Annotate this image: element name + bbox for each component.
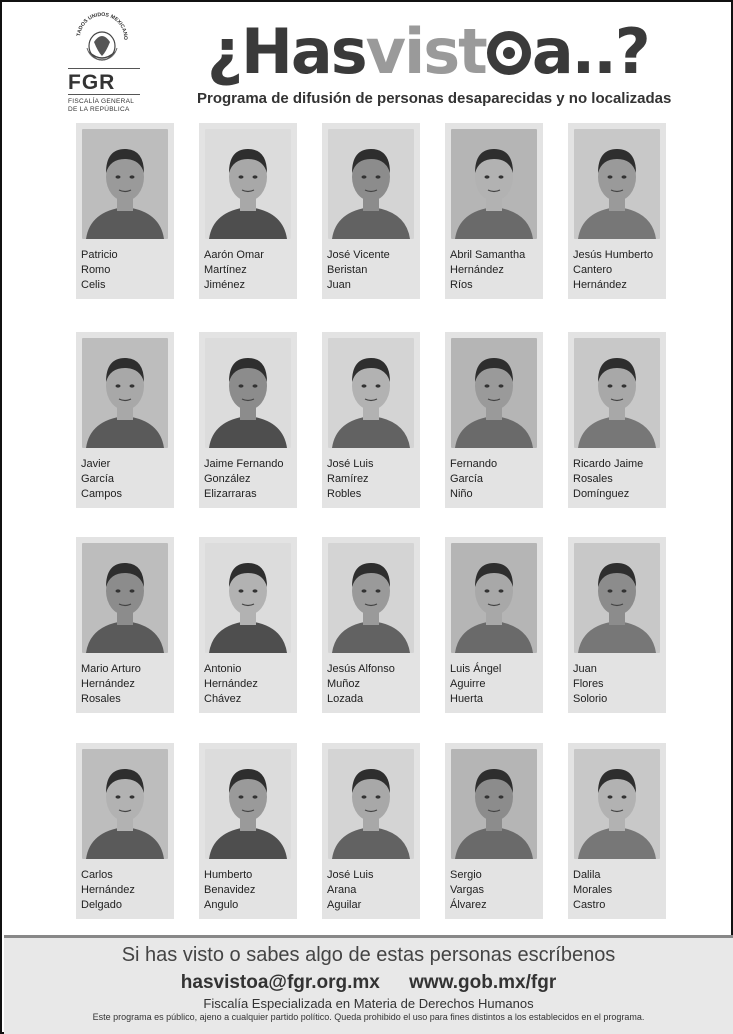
person-name-line-1: José Luis <box>327 458 374 470</box>
person-card <box>568 743 666 919</box>
person-name <box>81 248 118 293</box>
coat-of-arms-seal <box>72 12 132 66</box>
disclaimer: Este programa es público, ajeno a cualquier partido político. Queda prohibido el uso para fines distintos a los establecidos en el programa. <box>92 1012 645 1022</box>
person-name-line-2: Hernández <box>81 678 135 690</box>
person-name-line-3: Jiménez <box>204 279 245 291</box>
person-name-line-2: Ramírez <box>327 473 369 485</box>
person-card <box>199 332 297 508</box>
person-name-line-2: Beristan <box>327 264 368 276</box>
person-name-line-1: Antonio <box>204 663 242 675</box>
person-card <box>76 332 174 508</box>
person-name-line-2: Muñoz <box>327 678 361 690</box>
person-photo <box>328 749 414 859</box>
person-photo <box>328 338 414 448</box>
person-photo <box>574 543 660 653</box>
agency-name-line2: DE LA REPÚBLICA <box>68 105 130 113</box>
person-name-line-1: Aarón Omar <box>204 249 264 261</box>
person-name-line-3: Celis <box>81 279 106 291</box>
person-name <box>573 662 607 707</box>
person-name-line-3: Castro <box>573 899 606 911</box>
person-name <box>204 662 258 707</box>
person-photo <box>328 129 414 239</box>
person-name-line-3: Lozada <box>327 693 364 705</box>
person-name-line-3: Domínguez <box>573 488 630 500</box>
person-photo <box>451 129 537 239</box>
person-name-line-2: Morales <box>573 884 613 896</box>
person-photo <box>82 543 168 653</box>
person-photo <box>205 749 291 859</box>
person-name-line-1: Javier <box>81 458 111 470</box>
person-name-line-3: Rosales <box>81 693 121 705</box>
person-name <box>81 662 141 707</box>
person-name-line-3: Elizarraras <box>204 488 257 500</box>
person-name-line-1: Jesús Humberto <box>573 249 654 261</box>
seal-text: TADOS UNIDOS MEXICANO <box>76 12 129 40</box>
person-name-line-2: Rosales <box>573 473 613 485</box>
eye-icon <box>487 31 531 75</box>
person-name-line-1: Jaime Fernando <box>204 458 284 470</box>
person-photo <box>82 749 168 859</box>
person-name-line-2: Cantero <box>573 264 613 276</box>
person-name-line-2: Benavidez <box>204 884 256 896</box>
person-card <box>445 123 543 299</box>
person-name-line-2: Romo <box>81 264 111 276</box>
person-photo <box>451 543 537 653</box>
person-name-line-3: Angulo <box>204 899 239 911</box>
person-name-line-1: Mario Arturo <box>81 663 141 675</box>
contact-email-link[interactable]: hasvistoa@fgr.org.mx <box>180 972 380 993</box>
person-card <box>199 123 297 299</box>
person-card <box>322 743 420 919</box>
person-photo <box>451 749 537 859</box>
person-name-line-2: García <box>450 473 484 485</box>
title-part-2: vist <box>365 15 486 88</box>
agency-name-line1: FISCALÍA GENERAL <box>68 98 135 105</box>
person-name-line-2: Vargas <box>450 884 485 896</box>
person-name-line-3: Ríos <box>450 279 473 291</box>
person-name-line-3: Aguilar <box>327 899 362 911</box>
person-name <box>81 457 122 502</box>
person-card <box>76 743 174 919</box>
person-photo <box>574 129 660 239</box>
person-name <box>204 868 255 913</box>
person-name <box>573 457 643 502</box>
contact-footer <box>4 935 733 1034</box>
person-name-line-3: Robles <box>327 488 362 500</box>
person-name-line-2: Hernández <box>204 678 258 690</box>
person-card <box>568 537 666 713</box>
person-card <box>322 537 420 713</box>
person-card <box>322 123 420 299</box>
call-to-action: Si has visto o sabes algo de estas personas escríbenos <box>121 944 616 966</box>
person-name-line-3: Hernández <box>573 279 627 291</box>
person-name-line-1: Jesús Alfonso <box>327 663 395 675</box>
person-name-line-2: González <box>204 473 251 485</box>
person-name <box>327 868 373 913</box>
person-name-line-2: Arana <box>327 884 357 896</box>
person-card <box>445 537 543 713</box>
person-name-line-1: Patricio <box>81 249 118 261</box>
person-card <box>199 743 297 919</box>
person-name-line-1: Juan <box>573 663 597 675</box>
person-name-line-1: Carlos <box>81 869 113 881</box>
person-name-line-2: Hernández <box>450 264 504 276</box>
person-card <box>76 123 174 299</box>
person-name-line-1: Abril Samantha <box>450 249 526 261</box>
person-name-line-3: Huerta <box>450 693 484 705</box>
person-card <box>568 123 666 299</box>
person-name-line-3: Solorio <box>573 693 608 705</box>
person-photo <box>574 338 660 448</box>
person-name <box>450 457 497 502</box>
campaign-title <box>207 16 649 88</box>
person-name-line-3: Chávez <box>204 693 242 705</box>
person-card <box>322 332 420 508</box>
person-name-line-2: Aguirre <box>450 678 486 690</box>
agency-logo <box>68 68 140 113</box>
person-name-line-1: José Luis <box>327 869 374 881</box>
person-name-line-3: Niño <box>450 488 473 500</box>
person-name-line-3: Campos <box>81 488 122 500</box>
person-name <box>327 248 390 293</box>
website-link[interactable]: www.gob.mx/fgr <box>409 972 557 993</box>
person-name <box>573 868 612 913</box>
person-name-line-2: Flores <box>573 678 604 690</box>
person-card <box>76 537 174 713</box>
person-name-line-2: García <box>81 473 115 485</box>
person-name-line-1: Dalila <box>573 869 601 881</box>
person-name <box>573 248 653 293</box>
person-photo <box>451 338 537 448</box>
person-name-line-1: Luis Ángel <box>450 663 502 675</box>
person-name <box>450 248 525 293</box>
person-photo <box>205 543 291 653</box>
office-name: Fiscalía Especializada en Materia de Derechos Humanos <box>203 996 534 1011</box>
person-name-line-1: Humberto <box>204 869 253 881</box>
campaign-subtitle: Programa de difusión de personas desaparecidas y no localizadas <box>197 90 672 107</box>
person-name-line-2: Martínez <box>204 264 247 276</box>
contact-line <box>4 972 733 994</box>
person-photo <box>574 749 660 859</box>
person-name-line-1: Fernando <box>450 458 498 470</box>
person-card <box>199 537 297 713</box>
person-name <box>327 457 373 502</box>
person-name-line-3: Juan <box>327 279 351 291</box>
person-name <box>204 248 264 293</box>
title-part-1: ¿Has <box>207 15 366 88</box>
person-card <box>445 743 543 919</box>
person-photo <box>82 129 168 239</box>
title-part-3: a..? <box>531 15 649 88</box>
person-name <box>204 457 284 502</box>
person-card <box>568 332 666 508</box>
person-photo <box>205 129 291 239</box>
person-name <box>81 868 135 913</box>
person-name-line-3: Álvarez <box>450 899 487 911</box>
person-name <box>450 868 487 913</box>
person-name-line-3: Delgado <box>81 899 122 911</box>
person-name <box>327 662 395 707</box>
person-name-line-1: Sergio <box>450 869 482 881</box>
agency-abbreviation: FGR <box>68 71 116 94</box>
person-name-line-2: Hernández <box>81 884 135 896</box>
person-photo <box>328 543 414 653</box>
person-photo <box>82 338 168 448</box>
person-card <box>445 332 543 508</box>
person-name-line-1: José Vicente <box>327 249 390 261</box>
svg-text:ESTADOS UNIDOS MEXICANOS <box>72 12 128 40</box>
person-photo <box>205 338 291 448</box>
person-name-line-1: Ricardo Jaime <box>573 458 644 470</box>
person-name <box>450 662 501 707</box>
